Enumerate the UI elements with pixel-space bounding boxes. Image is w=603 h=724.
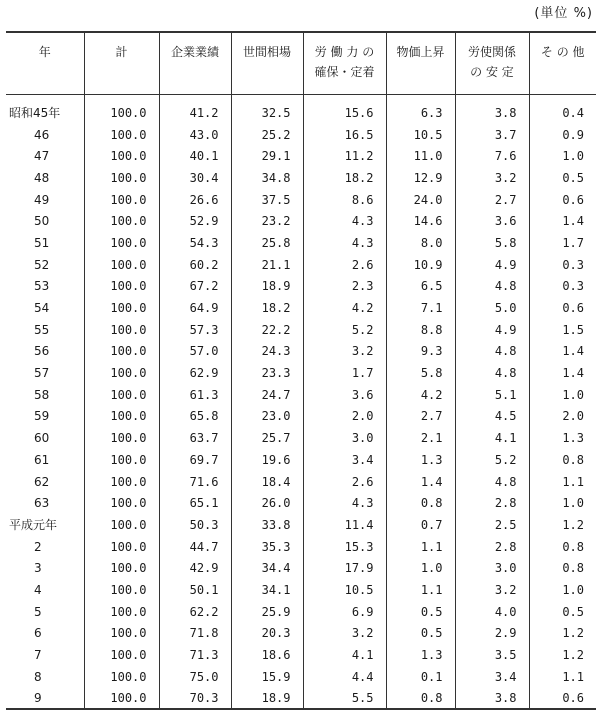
- table-row: [6, 297, 596, 319]
- value-cell: 7.1: [386, 297, 455, 319]
- value-cell: 2.0: [303, 406, 386, 428]
- value-cell: 9.3: [386, 341, 455, 363]
- year-cell: 63: [34, 496, 50, 511]
- value-cell: 25.8: [231, 232, 303, 254]
- value-cell: 0.5: [386, 601, 455, 623]
- value-cell: 44.7: [159, 536, 231, 558]
- data-table: [6, 31, 596, 710]
- value-cell: 100.0: [84, 276, 159, 298]
- table-row: [6, 623, 596, 645]
- value-cell: 2.8: [455, 536, 529, 558]
- value-cell: 100.0: [84, 232, 159, 254]
- value-cell: 2.1: [386, 427, 455, 449]
- value-cell: 100.0: [84, 536, 159, 558]
- value-cell: 2.6: [303, 471, 386, 493]
- table-row: [6, 384, 596, 406]
- value-cell: 5.0: [455, 297, 529, 319]
- value-cell: 100.0: [84, 601, 159, 623]
- value-cell: 60.2: [159, 254, 231, 276]
- value-cell: 100.0: [84, 406, 159, 428]
- year-cell: 昭和45年: [9, 106, 61, 121]
- table-row: [6, 557, 596, 579]
- value-cell: 3.2: [303, 623, 386, 645]
- value-cell: 63.7: [159, 427, 231, 449]
- value-cell: 100.0: [84, 644, 159, 666]
- value-cell: 26.0: [231, 492, 303, 514]
- value-cell: 1.2: [529, 514, 596, 536]
- value-cell: 0.7: [386, 514, 455, 536]
- value-cell: 100.0: [84, 297, 159, 319]
- table-row: [6, 124, 596, 146]
- value-cell: 70.3: [159, 688, 231, 710]
- value-cell: 100.0: [84, 666, 159, 688]
- value-cell: 65.8: [159, 406, 231, 428]
- value-cell: 35.3: [231, 536, 303, 558]
- value-cell: 1.3: [386, 449, 455, 471]
- value-cell: 100.0: [84, 579, 159, 601]
- value-cell: 15.6: [303, 102, 386, 124]
- value-cell: 0.3: [529, 276, 596, 298]
- value-cell: 23.2: [231, 210, 303, 232]
- value-cell: 1.1: [529, 666, 596, 688]
- value-cell: 4.8: [455, 341, 529, 363]
- value-cell: 25.9: [231, 601, 303, 623]
- table-row: [6, 210, 596, 232]
- table-row: [6, 471, 596, 493]
- value-cell: 57.3: [159, 319, 231, 341]
- value-cell: 100.0: [84, 449, 159, 471]
- value-cell: 4.1: [455, 427, 529, 449]
- value-cell: 1.0: [529, 492, 596, 514]
- value-cell: 4.5: [455, 406, 529, 428]
- value-cell: 6.5: [386, 276, 455, 298]
- value-cell: 3.6: [303, 384, 386, 406]
- value-cell: 3.0: [303, 427, 386, 449]
- value-cell: 3.2: [455, 167, 529, 189]
- value-cell: 24.3: [231, 341, 303, 363]
- value-cell: 62.2: [159, 601, 231, 623]
- value-cell: 23.0: [231, 406, 303, 428]
- value-cell: 22.2: [231, 319, 303, 341]
- value-cell: 0.8: [529, 536, 596, 558]
- table-row: [6, 276, 596, 298]
- unit-label: (単位 %): [534, 6, 593, 21]
- value-cell: 25.2: [231, 124, 303, 146]
- year-cell: 49: [34, 192, 50, 207]
- value-cell: 3.4: [455, 666, 529, 688]
- value-cell: 50.3: [159, 514, 231, 536]
- value-cell: 0.1: [386, 666, 455, 688]
- year-cell: 8: [34, 669, 42, 684]
- table-row: [6, 406, 596, 428]
- value-cell: 43.0: [159, 124, 231, 146]
- value-cell: 0.4: [529, 102, 596, 124]
- value-cell: 2.5: [455, 514, 529, 536]
- value-cell: 5.8: [386, 362, 455, 384]
- table-row: [6, 232, 596, 254]
- value-cell: 18.9: [231, 276, 303, 298]
- value-cell: 0.9: [529, 124, 596, 146]
- value-cell: 100.0: [84, 471, 159, 493]
- value-cell: 71.6: [159, 471, 231, 493]
- year-cell: 59: [34, 409, 50, 424]
- value-cell: 4.8: [455, 276, 529, 298]
- value-cell: 2.7: [386, 406, 455, 428]
- value-cell: 5.5: [303, 688, 386, 710]
- value-cell: 1.4: [529, 341, 596, 363]
- table-row: [6, 492, 596, 514]
- value-cell: 1.1: [386, 536, 455, 558]
- value-cell: 1.7: [303, 362, 386, 384]
- value-cell: 18.9: [231, 688, 303, 710]
- year-cell: 58: [34, 387, 50, 402]
- value-cell: 8.0: [386, 232, 455, 254]
- value-cell: 8.8: [386, 319, 455, 341]
- value-cell: 4.9: [455, 319, 529, 341]
- value-cell: 0.6: [529, 688, 596, 710]
- value-cell: 40.1: [159, 145, 231, 167]
- value-cell: 18.2: [303, 167, 386, 189]
- year-cell: 3: [34, 561, 42, 576]
- year-cell: 48: [34, 170, 50, 185]
- value-cell: 69.7: [159, 449, 231, 471]
- value-cell: 2.8: [455, 492, 529, 514]
- value-cell: 10.5: [303, 579, 386, 601]
- value-cell: 5.2: [455, 449, 529, 471]
- value-cell: 21.1: [231, 254, 303, 276]
- table-row: [6, 644, 596, 666]
- value-cell: 61.3: [159, 384, 231, 406]
- value-cell: 0.8: [386, 688, 455, 710]
- table-row: [6, 536, 596, 558]
- value-cell: 100.0: [84, 167, 159, 189]
- value-cell: 1.1: [386, 579, 455, 601]
- year-cell: 51: [34, 235, 50, 250]
- year-cell: 53: [34, 279, 50, 294]
- value-cell: 16.5: [303, 124, 386, 146]
- value-cell: 1.3: [529, 427, 596, 449]
- table-row: [6, 688, 596, 710]
- value-cell: 4.0: [455, 601, 529, 623]
- value-cell: 34.8: [231, 167, 303, 189]
- value-cell: 100.0: [84, 102, 159, 124]
- value-cell: 30.4: [159, 167, 231, 189]
- table-body: [6, 94, 596, 709]
- value-cell: 11.4: [303, 514, 386, 536]
- value-cell: 34.4: [231, 557, 303, 579]
- value-cell: 37.5: [231, 189, 303, 211]
- value-cell: 4.3: [303, 492, 386, 514]
- value-cell: 71.8: [159, 623, 231, 645]
- value-cell: 0.8: [529, 449, 596, 471]
- header-row: [6, 32, 596, 94]
- value-cell: 4.8: [455, 362, 529, 384]
- value-cell: 1.5: [529, 319, 596, 341]
- year-cell: 平成元年: [9, 518, 58, 533]
- value-cell: 6.3: [386, 102, 455, 124]
- value-cell: 6.9: [303, 601, 386, 623]
- table-row: [6, 579, 596, 601]
- value-cell: 5.8: [455, 232, 529, 254]
- year-cell: 50: [34, 214, 50, 229]
- value-cell: 52.9: [159, 210, 231, 232]
- value-cell: 64.9: [159, 297, 231, 319]
- value-cell: 33.8: [231, 514, 303, 536]
- value-cell: 100.0: [84, 427, 159, 449]
- value-cell: 4.8: [455, 471, 529, 493]
- year-cell: 9: [6, 688, 84, 710]
- year-cell: 62: [34, 474, 50, 489]
- value-cell: 5.2: [303, 319, 386, 341]
- value-cell: 100.0: [84, 189, 159, 211]
- value-cell: 4.9: [455, 254, 529, 276]
- year-cell: 2: [34, 539, 42, 554]
- value-cell: 12.9: [386, 167, 455, 189]
- year-cell: 4: [34, 582, 42, 597]
- value-cell: 29.1: [231, 145, 303, 167]
- value-cell: 2.6: [303, 254, 386, 276]
- year-cell: 57: [34, 366, 50, 381]
- value-cell: 8.6: [303, 189, 386, 211]
- value-cell: 2.3: [303, 276, 386, 298]
- year-cell: 46: [34, 127, 50, 142]
- value-cell: 0.5: [529, 601, 596, 623]
- header-cell-other: そ の 他: [529, 32, 596, 94]
- value-cell: 18.2: [231, 297, 303, 319]
- table-row: [6, 145, 596, 167]
- value-cell: 3.8: [455, 102, 529, 124]
- value-cell: 5.1: [455, 384, 529, 406]
- year-cell: 55: [34, 322, 50, 337]
- value-cell: 4.2: [303, 297, 386, 319]
- value-cell: 23.3: [231, 362, 303, 384]
- value-cell: 0.5: [386, 623, 455, 645]
- value-cell: 71.3: [159, 644, 231, 666]
- value-cell: 100.0: [84, 362, 159, 384]
- value-cell: 3.4: [303, 449, 386, 471]
- value-cell: 62.9: [159, 362, 231, 384]
- value-cell: 18.6: [231, 644, 303, 666]
- value-cell: 3.8: [455, 688, 529, 710]
- value-cell: 100.0: [84, 688, 159, 710]
- table-row: [6, 362, 596, 384]
- table-row: [6, 514, 596, 536]
- table-row: [6, 189, 596, 211]
- value-cell: 7.6: [455, 145, 529, 167]
- value-cell: 100.0: [84, 384, 159, 406]
- value-cell: 54.3: [159, 232, 231, 254]
- value-cell: 34.1: [231, 579, 303, 601]
- value-cell: 0.6: [529, 297, 596, 319]
- table-row: [6, 167, 596, 189]
- value-cell: 17.9: [303, 557, 386, 579]
- year-cell: 52: [34, 257, 50, 272]
- value-cell: 1.3: [386, 644, 455, 666]
- value-cell: 75.0: [159, 666, 231, 688]
- value-cell: 18.4: [231, 471, 303, 493]
- value-cell: 67.2: [159, 276, 231, 298]
- value-cell: 3.2: [303, 341, 386, 363]
- value-cell: 4.4: [303, 666, 386, 688]
- table-row: [6, 427, 596, 449]
- header-cell-corporate-performance: 企業業績: [159, 32, 231, 94]
- value-cell: 15.3: [303, 536, 386, 558]
- table-row: [6, 254, 596, 276]
- value-cell: 24.7: [231, 384, 303, 406]
- value-cell: 100.0: [84, 145, 159, 167]
- value-cell: 65.1: [159, 492, 231, 514]
- value-cell: 2.0: [529, 406, 596, 428]
- value-cell: 4.1: [303, 644, 386, 666]
- value-cell: 100.0: [84, 623, 159, 645]
- value-cell: 1.0: [386, 557, 455, 579]
- value-cell: 1.4: [386, 471, 455, 493]
- table-row: [6, 102, 596, 124]
- header-cell-total: 計: [84, 32, 159, 94]
- value-cell: 1.1: [529, 471, 596, 493]
- value-cell: 26.6: [159, 189, 231, 211]
- value-cell: 1.0: [529, 384, 596, 406]
- value-cell: 4.2: [386, 384, 455, 406]
- value-cell: 100.0: [84, 254, 159, 276]
- value-cell: 15.9: [231, 666, 303, 688]
- value-cell: 10.9: [386, 254, 455, 276]
- value-cell: 100.0: [84, 557, 159, 579]
- header-cell-year: 年: [38, 45, 51, 59]
- value-cell: 41.2: [159, 102, 231, 124]
- value-cell: 100.0: [84, 492, 159, 514]
- value-cell: 1.0: [529, 145, 596, 167]
- value-cell: 20.3: [231, 623, 303, 645]
- value-cell: 32.5: [231, 102, 303, 124]
- spacer-row: [6, 94, 596, 102]
- value-cell: 3.5: [455, 644, 529, 666]
- value-cell: 25.7: [231, 427, 303, 449]
- year-cell: 47: [34, 149, 50, 164]
- value-cell: 0.8: [529, 557, 596, 579]
- value-cell: 100.0: [84, 319, 159, 341]
- header-cell-labor-relations: 労使関係 の 安 定: [455, 32, 529, 94]
- year-cell: 60: [34, 431, 50, 446]
- table-row: [6, 666, 596, 688]
- value-cell: 1.4: [529, 362, 596, 384]
- header-cell-market-rate: 世間相場: [231, 32, 303, 94]
- value-cell: 0.3: [529, 254, 596, 276]
- value-cell: 100.0: [84, 341, 159, 363]
- value-cell: 0.8: [386, 492, 455, 514]
- value-cell: 2.9: [455, 623, 529, 645]
- header-cell-labor-retention: 労 働 力 の 確保・定着: [303, 32, 386, 94]
- value-cell: 0.5: [529, 167, 596, 189]
- value-cell: 1.7: [529, 232, 596, 254]
- value-cell: 1.0: [529, 579, 596, 601]
- year-cell: 5: [34, 604, 42, 619]
- value-cell: 11.0: [386, 145, 455, 167]
- value-cell: 3.0: [455, 557, 529, 579]
- value-cell: 100.0: [84, 210, 159, 232]
- value-cell: 3.7: [455, 124, 529, 146]
- value-cell: 100.0: [84, 124, 159, 146]
- value-cell: 100.0: [84, 514, 159, 536]
- year-cell: 61: [34, 452, 50, 467]
- value-cell: 11.2: [303, 145, 386, 167]
- value-cell: 1.2: [529, 623, 596, 645]
- year-cell: 7: [34, 648, 42, 663]
- year-cell: 54: [34, 301, 50, 316]
- value-cell: 2.7: [455, 189, 529, 211]
- value-cell: 0.6: [529, 189, 596, 211]
- value-cell: 50.1: [159, 579, 231, 601]
- table-row: [6, 601, 596, 623]
- value-cell: 24.0: [386, 189, 455, 211]
- value-cell: 19.6: [231, 449, 303, 471]
- value-cell: 1.2: [529, 644, 596, 666]
- table-row: [6, 341, 596, 363]
- table-row: [6, 449, 596, 471]
- value-cell: 3.2: [455, 579, 529, 601]
- value-cell: 57.0: [159, 341, 231, 363]
- value-cell: 4.3: [303, 210, 386, 232]
- value-cell: 3.6: [455, 210, 529, 232]
- value-cell: 1.4: [529, 210, 596, 232]
- value-cell: 14.6: [386, 210, 455, 232]
- value-cell: 42.9: [159, 557, 231, 579]
- table-row: [6, 319, 596, 341]
- year-cell: 6: [34, 626, 42, 641]
- value-cell: 10.5: [386, 124, 455, 146]
- value-cell: 4.3: [303, 232, 386, 254]
- header-cell-price-increase: 物価上昇: [386, 32, 455, 94]
- year-cell: 56: [34, 344, 50, 359]
